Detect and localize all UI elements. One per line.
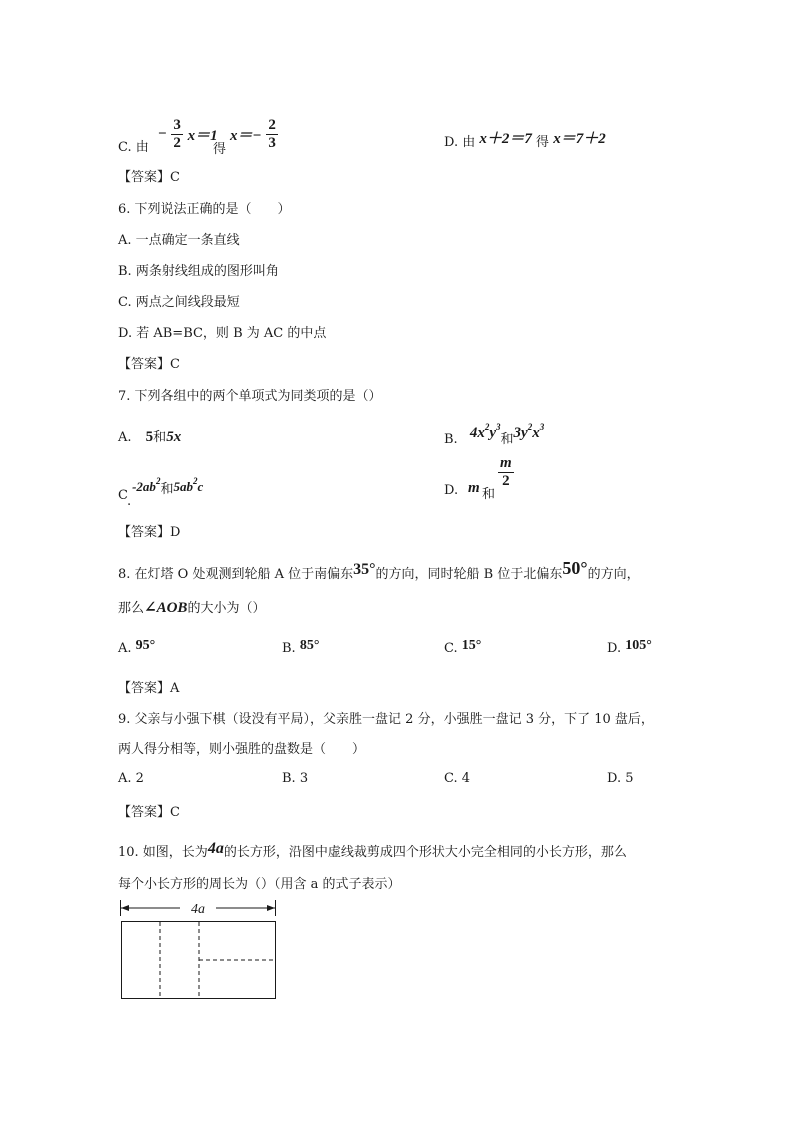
q8-stem-line1: 8. 在灯塔 O 处观测到轮船 A 位于南偏东35°的方向，同时轮船 B 位于北偏东50°的方向， <box>118 558 640 582</box>
q5-answer: 【答案】C <box>118 170 180 185</box>
q5-option-d-eq2: x＝7＋2 <box>553 131 606 147</box>
q5-option-d-mid: 得 <box>536 135 550 150</box>
q5-option-c-mid: 得 <box>213 142 227 157</box>
q6-option-c: C. 两点之间线段最短 <box>118 295 240 310</box>
q9-stem-line2: 两人得分相等，则小强胜的盘数是（ ） <box>118 742 366 757</box>
figure-length-label: 4a <box>191 902 205 917</box>
q8-option-b: B. 85° <box>282 638 320 656</box>
q5-option-d <box>444 130 606 151</box>
q6-stem: 6. 下列说法正确的是（ ） <box>118 202 291 217</box>
q5-option-c-label: C. 由 <box>118 140 149 155</box>
q7-answer: 【答案】D <box>118 525 181 540</box>
q7-option-c: C $-2ab^2$和$5ab^2c$ <box>118 476 204 503</box>
arrow-left-icon <box>121 905 129 911</box>
q6-option-d: D. 若 AB=BC，则 B 为 AC 的中点 <box>118 326 327 341</box>
q7-stem: 7. 下列各组中的两个单项式为同类项的是（） <box>118 389 382 404</box>
q10-figure <box>118 898 280 1004</box>
q5-option-c-eq2: x＝− $\frac{2}{3}$ <box>230 117 276 151</box>
q6-option-a: A. 一点确定一条直线 <box>118 233 240 248</box>
q6-option-b: B. 两条射线组成的图形叫角 <box>118 264 279 279</box>
q5-option-d-eq1: x＋2＝7 <box>479 131 532 147</box>
q5-option-c-eq1: − $\frac{3}{2}$ x＝1 <box>158 117 218 151</box>
q6-answer: 【答案】C <box>118 357 180 372</box>
q8-option-a: A. 95° <box>118 638 156 656</box>
q9-answer: 【答案】C <box>118 805 180 820</box>
q9-option-c: C. 4 <box>444 771 471 786</box>
q5-option-d-label: D. 由 <box>444 135 476 150</box>
q9-option-b: B. 3 <box>282 771 309 786</box>
q9-stem-line1: 9. 父亲与小强下棋（设没有平局），父亲胜一盘记 2 分，小强胜一盘记 3 分，下了 10 盘后， <box>118 712 654 727</box>
q8-option-c: C. 15° <box>444 638 482 656</box>
q9-option-a: A. 2 <box>118 771 144 786</box>
q7-option-a: A. 5和5x <box>118 429 182 445</box>
q8-option-d: D. 105° <box>607 638 652 656</box>
q10-stem-line2: 每个小长方形的周长为（）（用含 a 的式子表示） <box>118 877 401 892</box>
q8-stem-line2: 那么∠AOB的大小为（） <box>118 600 266 616</box>
arrow-right-icon <box>267 905 275 911</box>
q8-answer: 【答案】A <box>118 681 180 696</box>
q7-option-b: B. $4x^2y^3$和$3y^2x^3$ <box>444 422 545 447</box>
q9-option-d: D. 5 <box>607 771 634 786</box>
q10-stem-line1: 10. 如图，长为4a的长方形，沿图中虚线裁剪成四个形状大小完全相同的小长方形，那么 <box>118 840 627 860</box>
q7-option-c-dot: . <box>127 494 132 509</box>
